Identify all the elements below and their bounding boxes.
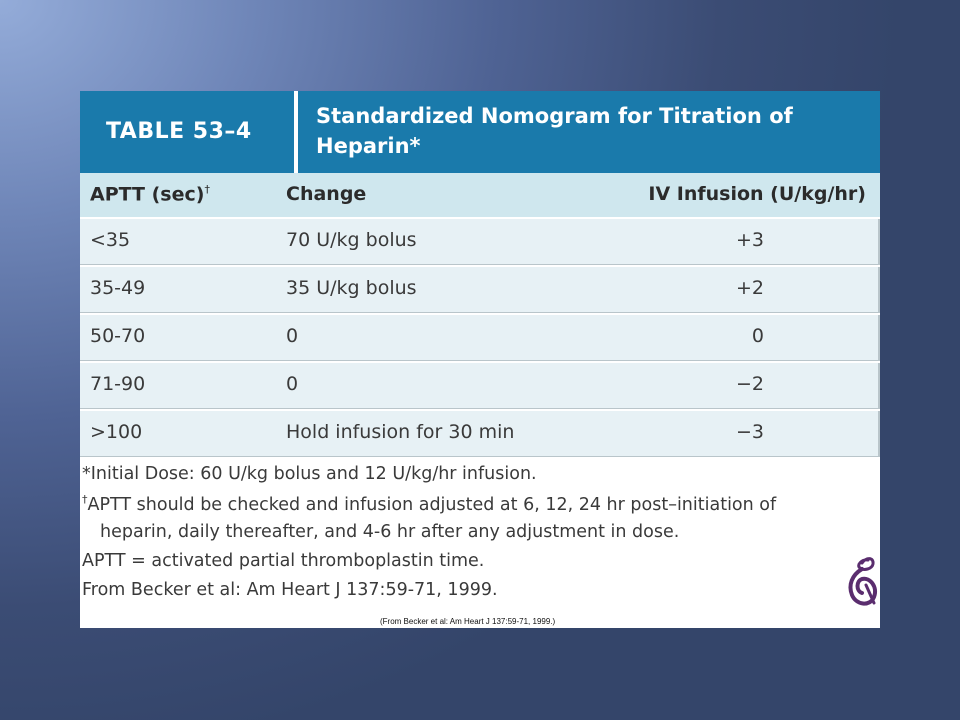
table-title-bar xyxy=(80,91,880,173)
cell-change: 70 U/kg bolus xyxy=(286,229,417,251)
cell-infusion: +3 xyxy=(735,229,764,251)
header-iv-infusion: IV Infusion (U/kg/hr) xyxy=(648,183,866,205)
title-divider xyxy=(294,91,298,173)
table-row xyxy=(80,219,880,265)
header-change: Change xyxy=(286,183,367,205)
dagger-mark: † xyxy=(82,493,88,506)
table-row xyxy=(80,363,880,409)
table-label: TABLE 53–4 xyxy=(106,119,252,144)
table-title: Standardized Nomogram for Titration of Heparin* xyxy=(316,104,793,158)
footnote-aptt-check: †APTT should be checked and infusion adjusted at 6, 12, 24 hr post–initiation of xyxy=(82,493,777,515)
cell-infusion: −3 xyxy=(735,421,764,443)
cell-aptt: 35-49 xyxy=(90,277,146,299)
footnote-source: From Becker et al: Am Heart J 137:59-71, 1999. xyxy=(82,580,498,600)
cell-aptt: 50-70 xyxy=(90,325,146,347)
cell-aptt: 71-90 xyxy=(90,373,146,395)
publisher-logo-icon xyxy=(844,555,880,613)
table-image xyxy=(80,91,880,628)
cell-infusion: 0 xyxy=(751,325,764,347)
cell-aptt: <35 xyxy=(90,229,131,251)
table-row xyxy=(80,411,880,457)
footnote-aptt-check-cont: heparin, daily thereafter, and 4-6 hr after any adjustment in dose. xyxy=(100,522,680,542)
table-header-row xyxy=(80,173,880,217)
cell-infusion: −2 xyxy=(735,373,764,395)
footnote-initial-dose: *Initial Dose: 60 U/kg bolus and 12 U/kg/hr infusion. xyxy=(82,464,537,484)
citation-caption: (From Becker et al: Am Heart J 137:59-71, 1999.) xyxy=(380,617,556,626)
header-aptt: APTT (sec)† xyxy=(90,183,210,206)
cell-infusion: +2 xyxy=(735,277,764,299)
footnote-abbreviation: APTT = activated partial thromboplastin time. xyxy=(82,551,485,571)
cell-change: Hold infusion for 30 min xyxy=(286,421,515,443)
cell-change: 35 U/kg bolus xyxy=(286,277,417,299)
table-row xyxy=(80,315,880,361)
cell-aptt: >100 xyxy=(90,421,143,443)
table-row xyxy=(80,267,880,313)
cell-change: 0 xyxy=(286,325,299,347)
dagger-mark: † xyxy=(204,183,210,196)
cell-change: 0 xyxy=(286,373,299,395)
table-body xyxy=(80,219,880,459)
